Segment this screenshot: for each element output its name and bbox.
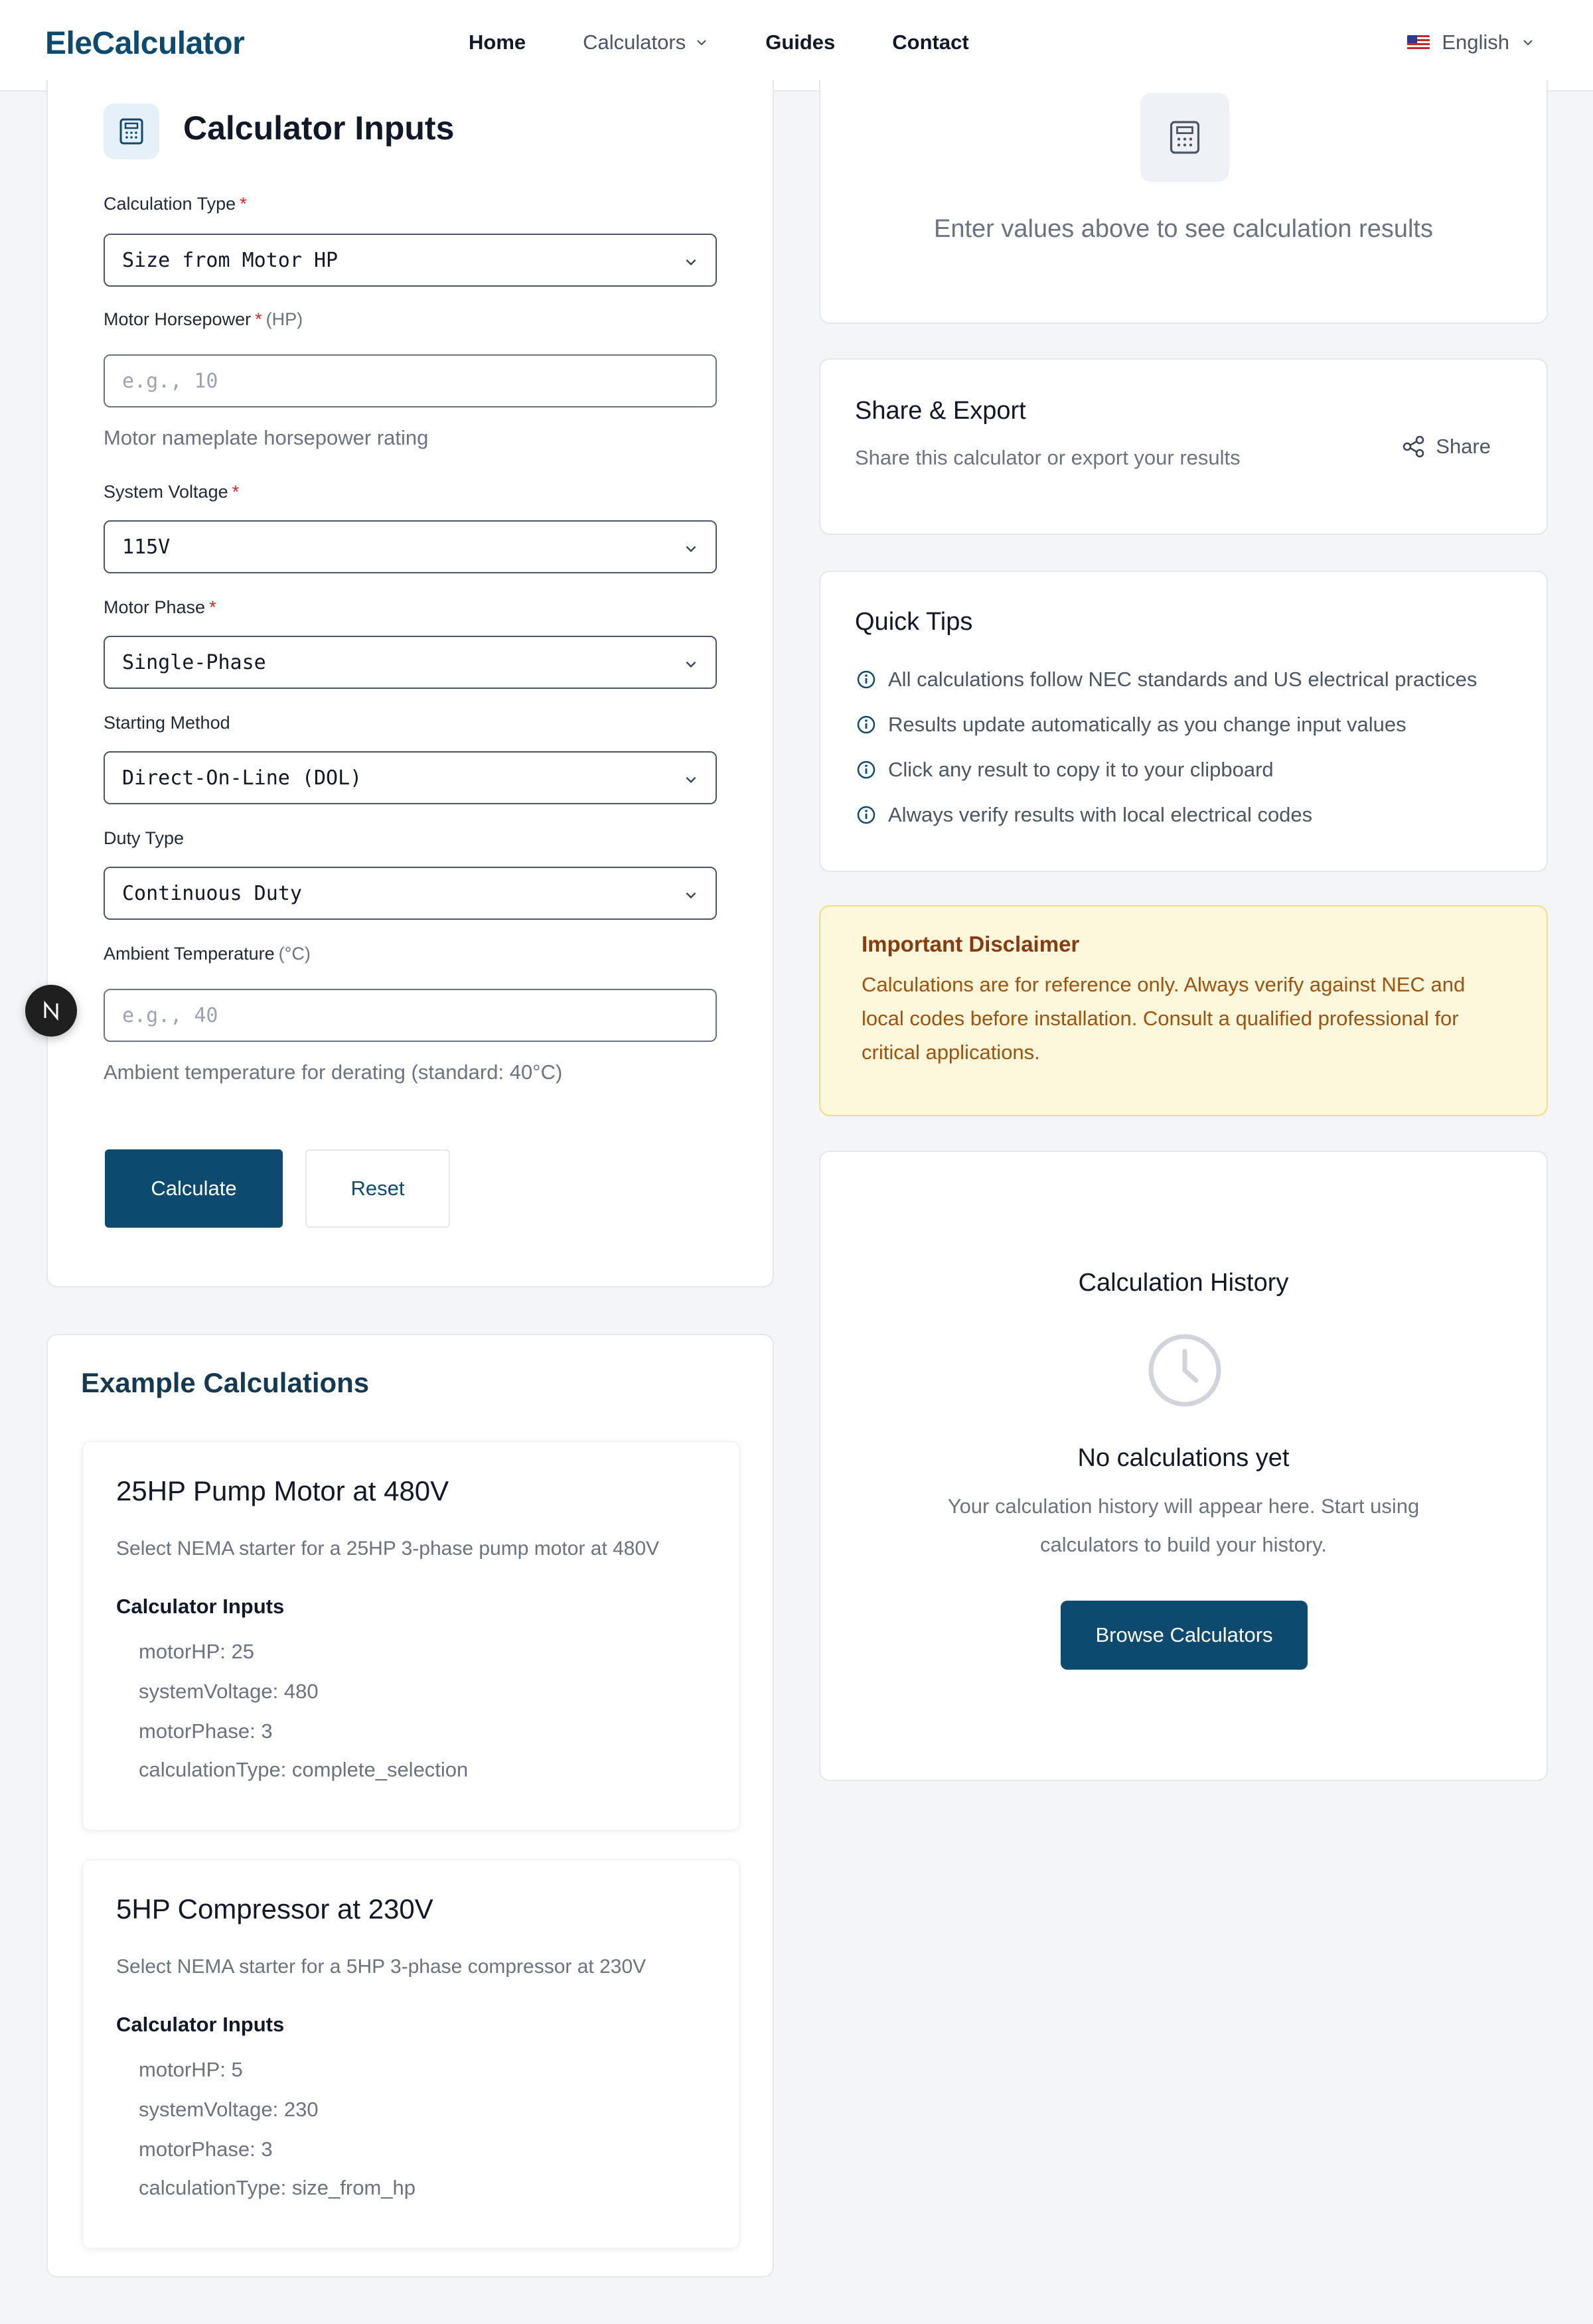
chevron-down-icon bbox=[695, 36, 708, 49]
example-title: 5HP Compressor at 230V bbox=[116, 1893, 433, 1925]
chevron-down-icon bbox=[684, 657, 698, 672]
tip-item bbox=[856, 758, 1274, 782]
calculation-type-select[interactable] bbox=[104, 234, 717, 287]
history-empty-line2: calculators to build your history. bbox=[1040, 1533, 1327, 1556]
calculation-type-label: Calculation Type * bbox=[104, 194, 247, 214]
results-icon-box bbox=[1140, 93, 1229, 182]
disclaimer-title: Important Disclaimer bbox=[862, 932, 1080, 956]
nav-guides[interactable] bbox=[765, 31, 835, 54]
calculator-icon bbox=[1170, 119, 1200, 155]
history-empty-line1: Your calculation history will appear here. Start using bbox=[947, 1494, 1420, 1518]
calculator-icon-box bbox=[104, 104, 159, 159]
share-title: Share & Export bbox=[855, 397, 1026, 425]
calculation-history-card bbox=[819, 1151, 1548, 1781]
motor-phase-value: Single-Phase bbox=[122, 650, 266, 674]
tip-text: All calculations follow NEC standards and US electrical practices bbox=[888, 668, 1478, 691]
example-subheading: Calculator Inputs bbox=[116, 1595, 285, 1618]
ambient-temp-placeholder: e.g., 40 bbox=[122, 1003, 218, 1027]
example-card-2[interactable] bbox=[82, 1859, 739, 2248]
reset-label: Reset bbox=[350, 1177, 405, 1200]
duty-type-value: Continuous Duty bbox=[122, 881, 302, 905]
share-label: Share bbox=[1436, 435, 1491, 458]
site-logo[interactable]: EleCalculator bbox=[45, 26, 245, 61]
tip-item bbox=[856, 803, 1312, 827]
calculate-label: Calculate bbox=[151, 1177, 237, 1200]
motor-hp-hint: Motor nameplate horsepower rating bbox=[104, 426, 429, 449]
motor-phase-select[interactable] bbox=[104, 636, 717, 689]
disclaimer-box bbox=[819, 905, 1548, 1116]
history-empty-title: No calculations yet bbox=[1077, 1444, 1290, 1472]
clock-icon bbox=[1147, 1333, 1223, 1412]
examples-title: Example Calculations bbox=[81, 1367, 370, 1398]
system-voltage-select[interactable] bbox=[104, 520, 717, 573]
example-input-line: calculationType: size_from_hp bbox=[139, 2176, 416, 2199]
calculate-button[interactable] bbox=[105, 1149, 283, 1228]
tip-item bbox=[856, 713, 1406, 737]
share-button[interactable] bbox=[1401, 434, 1491, 459]
duty-type-select[interactable] bbox=[104, 867, 717, 920]
example-input-line: systemVoltage: 230 bbox=[139, 2098, 319, 2121]
starting-method-select[interactable] bbox=[104, 751, 717, 804]
nav-contact-label: Contact bbox=[892, 31, 969, 54]
share-export-card bbox=[819, 358, 1548, 535]
chevron-down-icon bbox=[684, 255, 698, 269]
results-empty-text: Enter values above to see calculation results bbox=[934, 215, 1433, 243]
tip-text: Click any result to copy it to your clipboard bbox=[888, 758, 1274, 781]
share-icon bbox=[1401, 434, 1426, 459]
example-input-line: motorPhase: 3 bbox=[139, 2138, 273, 2161]
tips-title: Quick Tips bbox=[855, 608, 973, 636]
example-card-1[interactable] bbox=[82, 1441, 739, 1830]
chevron-down-icon bbox=[684, 772, 698, 787]
chevron-down-icon bbox=[684, 888, 698, 903]
chevron-down-icon bbox=[684, 542, 698, 556]
results-card bbox=[819, 80, 1548, 324]
main-nav bbox=[469, 31, 1026, 54]
example-calculations-card bbox=[46, 1334, 774, 2278]
nav-home-label: Home bbox=[469, 31, 526, 54]
system-voltage-label: System Voltage * bbox=[104, 482, 240, 502]
quick-tips-card bbox=[819, 571, 1548, 872]
info-icon bbox=[856, 715, 876, 735]
example-input-line: motorPhase: 3 bbox=[139, 1719, 273, 1743]
nav-guides-label: Guides bbox=[765, 31, 836, 54]
tip-text: Always verify results with local electrical codes bbox=[888, 803, 1313, 826]
calculation-type-value: Size from Motor HP bbox=[122, 248, 339, 272]
info-icon bbox=[856, 805, 876, 825]
disclaimer-text: Calculations are for reference only. Always verify against NEC and local codes before installation. Consult a qualified professional for critical applications. bbox=[862, 973, 1466, 1064]
example-input-line: motorHP: 5 bbox=[139, 2058, 243, 2081]
tip-text: Results update automatically as you change input values bbox=[888, 713, 1406, 736]
us-flag-icon bbox=[1407, 35, 1430, 50]
example-desc: Select NEMA starter for a 5HP 3-phase compressor at 230V bbox=[116, 1956, 646, 1978]
example-input-line: motorHP: 25 bbox=[139, 1640, 255, 1663]
n-logo-icon bbox=[40, 999, 62, 1022]
motor-hp-placeholder: e.g., 10 bbox=[122, 369, 218, 393]
nav-contact[interactable] bbox=[892, 31, 968, 54]
motor-hp-label: Motor Horsepower * (HP) bbox=[104, 309, 303, 329]
history-title: Calculation History bbox=[1078, 1269, 1289, 1297]
motor-phase-label: Motor Phase * bbox=[104, 597, 216, 617]
ambient-temp-hint: Ambient temperature for derating (standard: 40°C) bbox=[104, 1060, 563, 1084]
browse-calculators-label: Browse Calculators bbox=[1095, 1623, 1273, 1646]
browse-calculators-button[interactable] bbox=[1061, 1601, 1308, 1670]
nav-home[interactable] bbox=[469, 31, 526, 54]
starting-method-value: Direct-On-Line (DOL) bbox=[122, 766, 362, 790]
example-title: 25HP Pump Motor at 480V bbox=[116, 1475, 449, 1506]
example-input-line: calculationType: complete_selection bbox=[139, 1758, 469, 1781]
example-input-line: systemVoltage: 480 bbox=[139, 1680, 319, 1703]
tip-item bbox=[856, 668, 1477, 691]
share-desc: Share this calculator or export your results bbox=[855, 446, 1241, 469]
language-selector[interactable] bbox=[1407, 31, 1535, 54]
chevron-down-icon bbox=[1521, 36, 1535, 49]
dev-tools-badge[interactable] bbox=[25, 985, 77, 1037]
motor-hp-input[interactable] bbox=[104, 354, 717, 407]
calculator-inputs-card bbox=[46, 80, 774, 1287]
reset-button[interactable] bbox=[305, 1149, 450, 1228]
system-voltage-value: 115V bbox=[122, 535, 171, 559]
example-desc: Select NEMA starter for a 25HP 3-phase pump motor at 480V bbox=[116, 1538, 660, 1560]
info-icon bbox=[856, 760, 876, 780]
nav-calculators[interactable] bbox=[583, 31, 708, 54]
duty-type-label: Duty Type bbox=[104, 828, 185, 848]
language-label: English bbox=[1442, 31, 1509, 54]
ambient-temp-label: Ambient Temperature (°C) bbox=[104, 944, 311, 964]
nav-calculators-label: Calculators bbox=[583, 31, 686, 54]
top-header bbox=[0, 0, 1593, 92]
example-subheading: Calculator Inputs bbox=[116, 2013, 285, 2036]
ambient-temp-input[interactable] bbox=[104, 989, 717, 1042]
starting-method-label: Starting Method bbox=[104, 713, 230, 733]
calculator-icon bbox=[119, 118, 143, 145]
info-icon bbox=[856, 670, 876, 690]
inputs-title: Calculator Inputs bbox=[183, 109, 455, 147]
